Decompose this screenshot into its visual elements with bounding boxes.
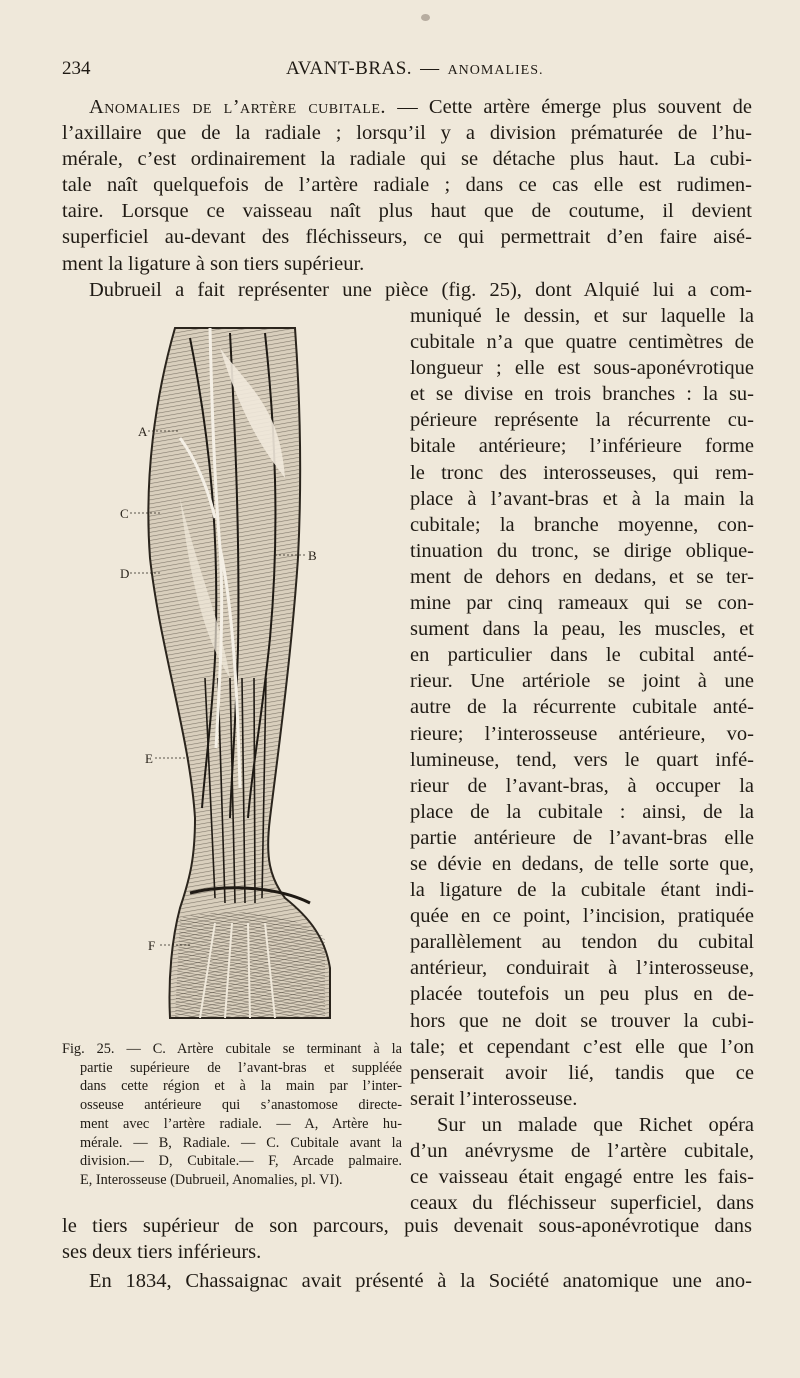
paragraph-line: périeure représente la récurrente cu- <box>410 409 754 432</box>
caption-line: mérale. — B, Radiale. — C. Cubitale avant la <box>80 1134 402 1151</box>
paragraph-line: En 1834, Chassaignac avait présenté à la Société anatomique une ano- <box>89 1270 752 1292</box>
page-number: 234 <box>62 58 91 79</box>
paragraph-line: bitale antérieure; l’inférieure forme <box>410 435 754 458</box>
ink-speck <box>421 14 430 21</box>
paragraph-line: autre de la récurrente cubitale anté- <box>410 696 754 719</box>
paragraph-line: taire. Lorsque ce vaisseau naît plus haut que de coutume, il devient <box>62 200 752 223</box>
paragraph-line: rieur. Une artériole se joint à une <box>410 670 754 693</box>
caption-line: dans cette région et à la main par l’inter- <box>80 1078 402 1095</box>
paragraph-line: mine par cinq rameaux qui se con- <box>410 592 754 615</box>
running-title <box>286 58 544 80</box>
paragraph-line: longueur ; elle est sous-aponévrotique <box>410 357 754 380</box>
paragraph-line: se dévie en dedans, de telle sorte que, <box>410 852 754 875</box>
caption-line: Fig. 25. — C. Artère cubitale se terminant à la <box>62 1041 402 1057</box>
paragraph-line: penserait avoir lié, tandis que ce <box>410 1061 754 1084</box>
caption-line: ment avec l’artère radiale. — A, Artère hu- <box>80 1115 402 1132</box>
paragraph-line: sument dans la peau, les muscles, et <box>410 618 754 641</box>
paragraph-line: mérale, c’est ordinairement la radiale qui se détache plus haut. La cubi- <box>62 148 752 171</box>
paragraph-line: et se divise en trois branches : la su- <box>410 383 754 406</box>
figure-label-f: F <box>148 938 156 953</box>
paragraph-line: ce vaisseau était engagé entre les fais- <box>410 1166 754 1189</box>
paragraph-line: rieure; l’interosseuse antérieure, vo- <box>410 722 754 745</box>
figure-label-d: D <box>120 566 130 581</box>
paragraph-line: quée en ce point, l’incision, pratiquée <box>410 905 754 928</box>
paragraph-line: Anomalies de l’artère cubitale. — Cette artère émerge plus souvent de <box>89 96 753 118</box>
paragraph-line: en particulier dans le cubital anté- <box>410 644 754 667</box>
paragraph-chassaignac <box>62 1268 752 1294</box>
paragraph-line: cubitale; la branche moyenne, con- <box>410 513 754 536</box>
header-dash: — <box>420 58 440 79</box>
paragraph-line: serait l’interosseuse. <box>410 1087 578 1110</box>
figure-caption <box>62 1040 402 1190</box>
paragraph-line: cubitale n’a que quatre centimètres de <box>410 331 754 354</box>
paragraph-richet-end <box>62 1213 752 1265</box>
figure-label-a: A <box>138 424 148 439</box>
forearm-illustration <box>120 318 410 1033</box>
header-title: AVANT-BRAS. <box>286 58 413 79</box>
forearm-engraving <box>120 318 410 1033</box>
paragraph-line: tinuation du tronc, se dirige oblique- <box>410 539 754 562</box>
paragraph-line: le tiers supérieur de son parcours, puis devenait sous-aponévrotique dans <box>62 1215 752 1237</box>
paragraph-line: muniqué le dessin, et sur laquelle la <box>410 305 754 327</box>
header-subtitle: ANOMALIES. <box>447 63 544 78</box>
caption-line: E, Interosseuse (Dubrueil, Anomalies, pl. VI). <box>80 1171 343 1188</box>
paragraph-line: l’axillaire que de la radiale ; lorsqu’il y a division prématurée de l’hu- <box>62 122 752 145</box>
paragraph-line: d’un anévrysme de l’artère cubitale, <box>410 1140 754 1162</box>
paragraph-line: la ligature de la cubitale étant indi- <box>410 879 754 902</box>
right-column-text <box>410 303 754 1216</box>
figure-label-e: E <box>145 751 153 766</box>
paragraph-line: ses deux tiers inférieurs. <box>62 1241 262 1264</box>
figure-label-b: B <box>308 548 317 563</box>
caption-line: division.— D, Cubitale.— F, Arcade palmaire. <box>80 1153 402 1170</box>
paragraph-line: superficiel au-devant des fléchisseurs, ce qui permettrait d’en faire aisé- <box>62 226 752 249</box>
figure-label-c: C <box>120 506 129 521</box>
paragraph-line: ceaux du fléchisseur superficiel, dans <box>410 1192 754 1215</box>
paragraph-line: le tronc des interosseuses, qui rem- <box>410 461 754 484</box>
paragraph-line: lumineuse, tend, vers le quart infé- <box>410 748 754 771</box>
paragraph-line: place à l’avant-bras et à la main la <box>410 487 754 510</box>
paragraph-line: Dubrueil a fait représenter une pièce (fig. 25), dont Alquié lui a com- <box>89 279 752 301</box>
paragraph-line: ment la ligature à son tiers supérieur. <box>62 252 365 275</box>
paragraph-line: antérieur, conduirait à l’interosseuse, <box>410 957 754 980</box>
paragraph-line: hors que ne doit se trouver la cubi- <box>410 1009 754 1032</box>
paragraph-dubrueil-start <box>62 277 752 303</box>
running-header <box>62 58 752 86</box>
paragraph-line: rieur de l’avant-bras, à occuper la <box>410 774 754 797</box>
paragraph-line: partie antérieure de l’avant-bras elle <box>410 826 754 849</box>
paragraph-line: placée toutefois un peu plus en de- <box>410 983 754 1006</box>
paragraph-line: tale; et cependant c’est elle que l’on <box>410 1035 754 1058</box>
paragraph-line: Sur un malade que Richet opéra <box>437 1113 754 1136</box>
caption-line: osseuse antérieure qui s’anastomose directe- <box>80 1097 402 1114</box>
paragraph-line: tale naît quelquefois de l’artère radiale ; dans ce cas elle est rudimen- <box>62 174 752 197</box>
paragraph-line: ment de dehors en dedans, et se ter- <box>410 565 754 588</box>
paragraph-anomalies <box>62 94 752 277</box>
caption-line: partie supérieure de l’avant-bras et suppléée <box>80 1059 402 1076</box>
paragraph-line: parallèlement au tendon du cubital <box>410 931 754 954</box>
section-heading: Anomalies de l’artère cubitale. <box>89 96 387 118</box>
paragraph-line: place de la cubitale : ainsi, de la <box>410 800 754 823</box>
